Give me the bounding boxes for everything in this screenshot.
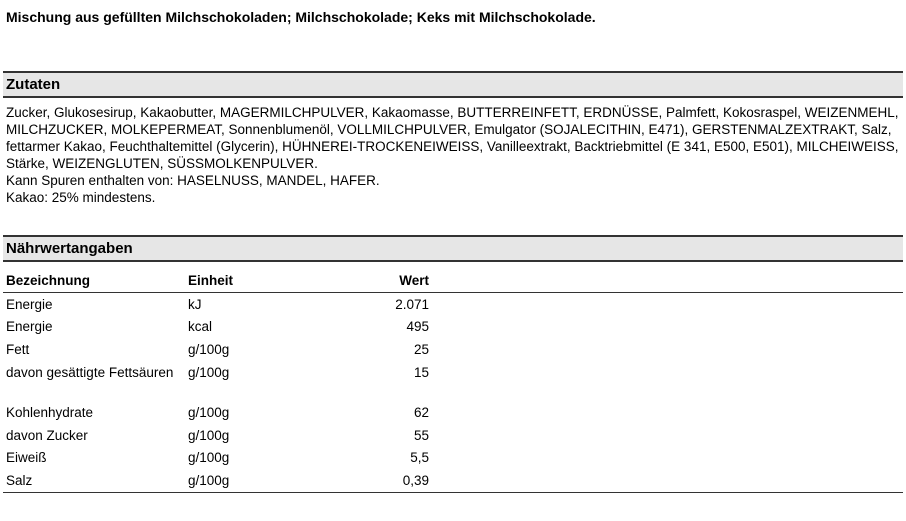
ingredients-heading: Zutaten xyxy=(6,76,61,93)
nutrient-name: Energie xyxy=(6,296,53,312)
nutrient-value: 15 xyxy=(413,364,429,380)
row-spacer xyxy=(429,469,903,492)
nutrient-name: Salz xyxy=(3,469,185,492)
allergen-traces: Kann Spuren enthalten von: HASELNUSS, MANDEL, HAFER. xyxy=(6,173,380,188)
ingredients-list: Zucker, Glukosesirup, Kakaobutter, MAGERMILCHPULVER, Kakaomasse, BUTTERREINFETT, ERDNÜSSE, Palmfett, Kokosraspel, WEIZENMEHL, MILCHZUCKER, MOLKEPERMEAT, Sonnenblumenöl, VOLLMILCHPULVER, Emulgator (SOJALECITHIN, E471), GERSTENMALZEXTRAKT, Salz, fettarmer Kakao, Feuchthaltemittel (Glycerin), HÜHNEREI-TROCKENEIWEISS, Vanilleextrakt, Backtriebmittel (E 341, E500, E501), MILCHEIWEISS, Stärke, WEIZENGLUTEN, SÜSSMOLKENPULVER. xyxy=(6,105,899,171)
nutrient-value: 5,5 xyxy=(410,450,429,466)
table-row xyxy=(3,447,903,470)
nutrient-value: 55 xyxy=(413,427,429,443)
nutrient-name: Fett xyxy=(6,341,30,357)
nutrient-name: Energie xyxy=(6,319,53,335)
nutrient-unit: g/100g xyxy=(188,450,230,466)
nutrient-name: Kohlenhydrate xyxy=(6,405,94,421)
nutrition-section-header xyxy=(3,235,903,262)
nutrient-unit: g/100g xyxy=(188,405,230,421)
row-spacer xyxy=(429,402,903,425)
nutrient-unit: g/100g xyxy=(188,341,230,357)
ingredients-section-header xyxy=(3,71,903,98)
cocoa-content: Kakao: 25% mindestens. xyxy=(6,190,156,205)
table-row xyxy=(3,361,903,402)
row-spacer xyxy=(429,316,903,339)
nutrient-value: 495 xyxy=(406,319,429,335)
table-row xyxy=(3,424,903,447)
row-spacer xyxy=(429,447,903,470)
nutrient-value: 2.071 xyxy=(395,296,429,312)
ingredients-block xyxy=(6,104,901,206)
row-spacer xyxy=(429,338,903,361)
product-title: Mischung aus gefüllten Milchschokoladen; Milchschokolade; Keks mit Milchschokolade. xyxy=(6,9,596,25)
nutrient-unit: kJ xyxy=(188,296,202,312)
nutrient-unit: g/100g xyxy=(188,427,230,443)
nutrient-name: Eiweiß xyxy=(6,450,47,466)
nutrient-unit: g/100g xyxy=(185,469,316,492)
column-header-unit: Einheit xyxy=(185,268,316,293)
row-spacer xyxy=(429,293,903,316)
column-header-spacer xyxy=(429,268,903,293)
nutrition-table-header-row xyxy=(3,268,903,293)
nutrient-name: davon Zucker xyxy=(6,427,88,443)
table-row xyxy=(3,293,903,316)
nutrient-unit: kcal xyxy=(188,319,213,335)
table-row xyxy=(3,469,903,492)
nutrient-name: davon gesättigte Fettsäuren xyxy=(6,364,174,380)
nutrient-value: 25 xyxy=(413,341,429,357)
table-row xyxy=(3,316,903,339)
table-row xyxy=(3,338,903,361)
nutrient-value: 0,39 xyxy=(316,469,429,492)
row-spacer xyxy=(429,424,903,447)
nutrient-unit: g/100g xyxy=(188,364,230,380)
column-header-name: Bezeichnung xyxy=(3,268,185,293)
nutrient-value: 62 xyxy=(413,405,429,421)
table-row xyxy=(3,402,903,425)
column-header-value: Wert xyxy=(316,268,429,293)
nutrition-table xyxy=(3,268,903,493)
nutrition-heading: Nährwertangaben xyxy=(6,240,133,257)
row-spacer xyxy=(429,361,903,402)
